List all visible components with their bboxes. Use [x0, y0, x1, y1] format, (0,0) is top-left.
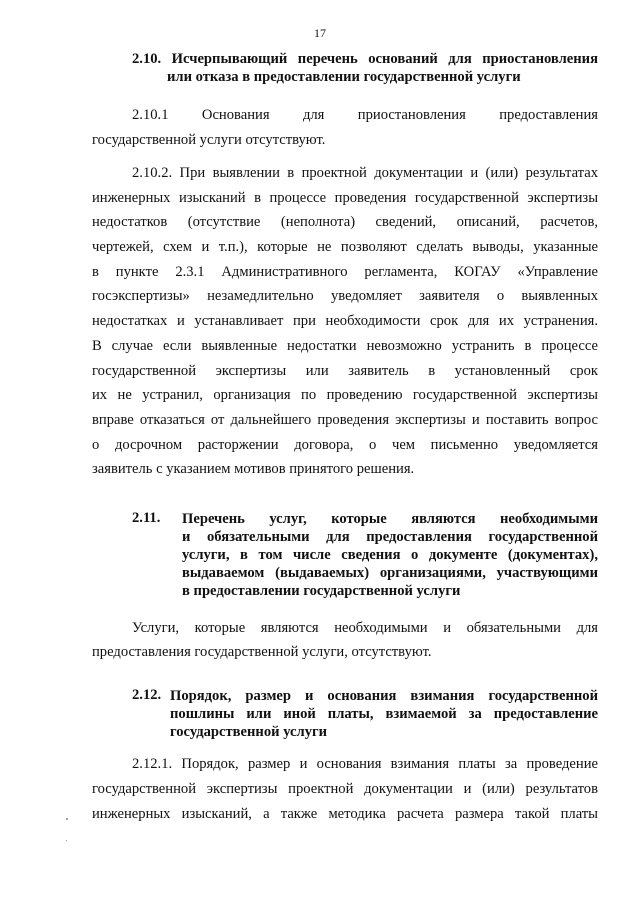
paragraph-2-10-2-line: государственной экспертизы или заявитель в установленный срок: [92, 363, 598, 379]
section-2-11-heading-line: Перечень услуг, которые являются необходимыми: [182, 511, 598, 527]
section-2-11-heading-line: и обязательными для предоставления государственной: [182, 529, 598, 545]
section-2-11-heading-line: услуги, в том числе сведения о документе (документах),: [182, 547, 598, 563]
section-2-10-heading-line-2: или отказа в предоставлении государственной услуги: [167, 69, 521, 85]
paragraph-2-10-2-line: инженерных изысканий в процессе проведения государственной экспертизы: [92, 190, 598, 206]
paragraph-2-10-2-line: чертежей, схем и т.п.), которые не позволяют сделать выводы, указанные: [92, 239, 598, 255]
paragraph-2-10-2-line: в пункте 2.3.1 Административного регламента, КОГАУ «Управление: [92, 264, 598, 280]
paragraph-2-10-2-line: заявитель с указанием мотивов принятого решения.: [92, 461, 415, 477]
paragraph-2-11-line-2: предоставления государственной услуги, отсутствуют.: [92, 644, 432, 660]
paragraph-2-10-2-line: недостатков (отсутствие (неполнота) сведений, описаний, расчетов,: [92, 214, 598, 230]
paragraph-2-12-1-line: 2.12.1. Порядок, размер и основания взимания платы за проведение: [132, 756, 598, 772]
section-2-11-number: 2.11.: [132, 510, 161, 526]
section-2-12-heading-line: Порядок, размер и основания взимания государственной: [170, 688, 598, 704]
paragraph-2-10-2-line: о досрочном расторжении договора, о чем письменно уведомляется: [92, 437, 598, 453]
paragraph-2-10-2-line: В случае если выявленные недостатки невозможно устранить в процессе: [92, 338, 598, 354]
section-2-11-heading-line: в предоставлении государственной услуги: [182, 583, 461, 599]
paragraph-2-10-2-line: вправе отказаться от дальнейшего проведения экспертизы и поставить вопрос: [92, 412, 598, 428]
paragraph-2-11-line-1: Услуги, которые являются необходимыми и обязательными для: [132, 620, 598, 636]
paragraph-2-10-2-line: их не устранил, организация по проведению государственной экспертизы: [92, 387, 598, 403]
paragraph-2-10-1-line-2: государственной услуги отсутствуют.: [92, 132, 326, 148]
paragraph-2-10-2-line: недостатках и устанавливает при необходимости срок для их устранения.: [92, 313, 598, 329]
section-2-10-heading-line-1: 2.10. Исчерпывающий перечень оснований для приостановления: [132, 51, 598, 67]
section-2-12-number: 2.12.: [132, 687, 162, 703]
paragraph-2-12-1-line: государственной экспертизы проектной документации и (или) результатов: [92, 781, 598, 797]
scan-speck: [66, 818, 68, 820]
section-2-11-heading-line: выдаваемом (выдаваемых) организациями, участвующими: [182, 565, 598, 581]
paragraph-2-12-1-line: инженерных изысканий, а также методика расчета размера такой платы: [92, 806, 598, 822]
paragraph-2-10-2-line: 2.10.2. При выявлении в проектной документации и (или) результатах: [132, 165, 598, 181]
paragraph-2-10-2-line: госэкспертизы» незамедлительно уведомляет заявителя о выявленных: [92, 288, 598, 304]
section-2-12-heading-line: государственной услуги: [170, 724, 328, 740]
paragraph-2-10-1-line-1: 2.10.1 Основания для приостановления предоставления: [132, 107, 598, 123]
scan-speck: [66, 840, 67, 841]
section-2-12-heading-line: пошлины или иной платы, взимаемой за предоставление: [170, 706, 598, 722]
page-number: 17: [314, 26, 326, 40]
